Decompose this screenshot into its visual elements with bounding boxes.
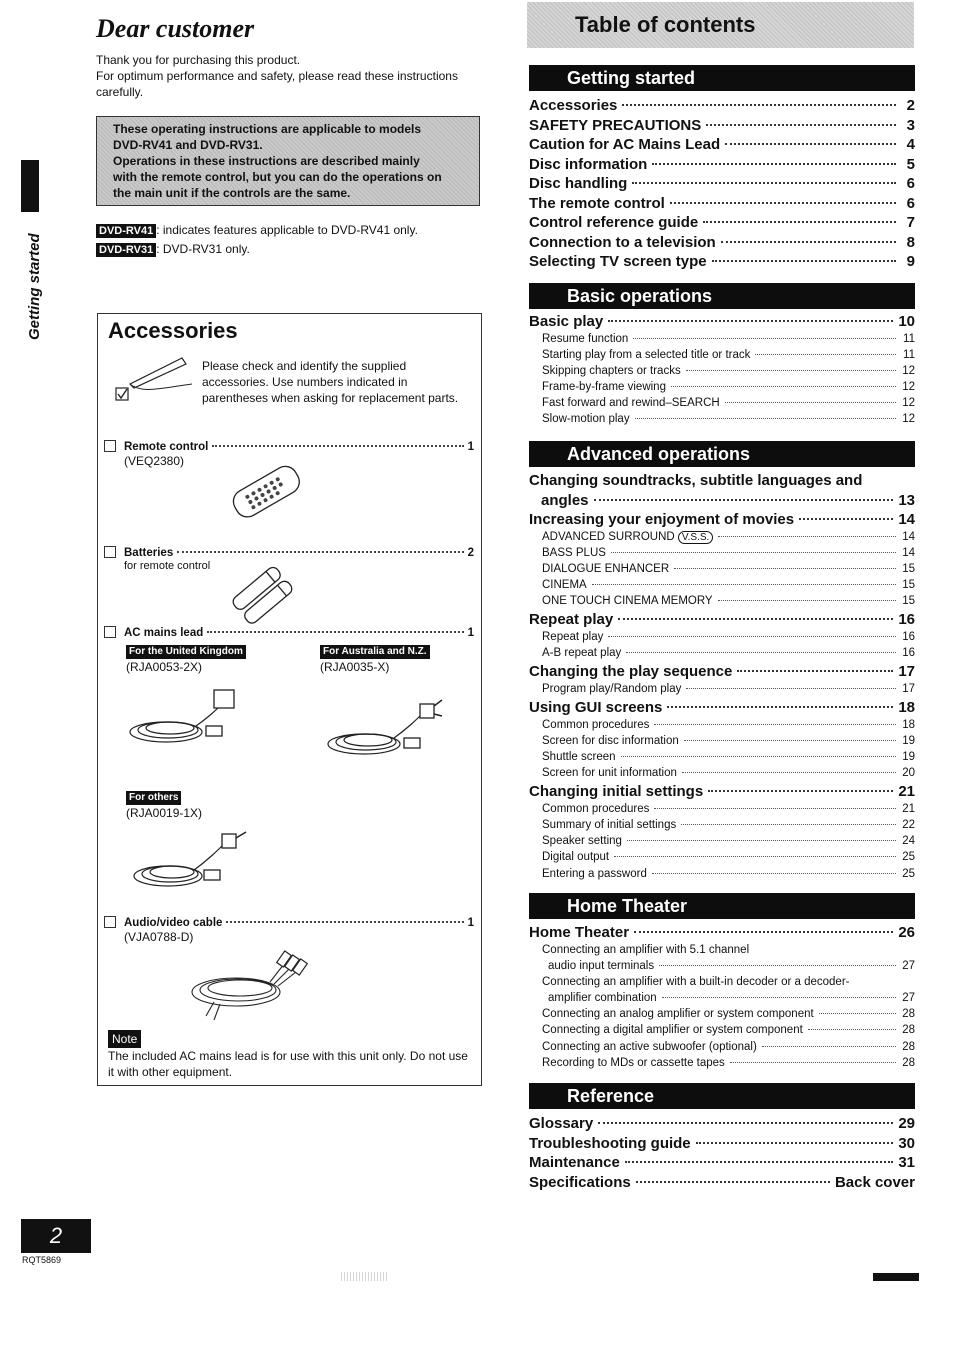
toc-entry-soundtracks-cont[interactable]: angles 13 <box>541 491 915 509</box>
ac-lead-au <box>320 642 430 675</box>
toc-subentry[interactable]: Entering a password 25 <box>542 867 915 880</box>
toc-entry[interactable]: Maintenance 31 <box>529 1154 915 1171</box>
section-home-theater: Home Theater <box>529 893 915 919</box>
footer-bar <box>873 1273 919 1281</box>
remote-control-illustration <box>226 460 306 526</box>
au-part: (RJA0035-X) <box>320 660 390 674</box>
section-getting-started: Getting started <box>529 65 915 91</box>
accessory-ac-lead <box>104 624 474 639</box>
toc-subentry[interactable]: Skipping chapters or tracks 12 <box>542 364 915 377</box>
toc-subentry[interactable]: Connecting an active subwoofer (optional) 28 <box>542 1040 915 1053</box>
eu-plug-cable-illustration <box>128 826 252 898</box>
toc-home-theater-list <box>529 924 915 1073</box>
legend-rv31 <box>96 241 250 257</box>
toc-entry[interactable]: Using GUI screens 18 <box>529 699 915 716</box>
accessories-title: Accessories <box>108 318 238 343</box>
av-cable-part: (VJA0788-D) <box>124 930 194 944</box>
toc-subentry[interactable]: Summary of initial settings 22 <box>542 818 915 831</box>
toc-entry[interactable]: Connection to a television 8 <box>529 233 915 251</box>
av-cable-label: Audio/video cable <box>124 917 223 929</box>
accessories-note <box>108 1030 476 1080</box>
intro-line-1: Thank you for purchasing this product. <box>96 53 301 67</box>
ac-lead-uk <box>126 642 246 675</box>
toc-subentry[interactable]: A-B repeat play 16 <box>542 647 915 660</box>
remote-qty: 1 <box>467 441 474 453</box>
toc-subentry[interactable]: Screen for unit information 20 <box>542 767 915 780</box>
toc-subentry[interactable]: Speaker setting 24 <box>542 835 915 848</box>
toc-subentry[interactable]: Slow-motion play 12 <box>542 413 915 426</box>
toc-entry[interactable]: Disc handling 6 <box>529 175 915 192</box>
note-tag: Note <box>108 1030 141 1048</box>
toc-entry[interactable]: Accessories 2 <box>529 97 915 114</box>
section-marker-block <box>21 160 39 212</box>
accessories-intro: Please check and identify the supplied accessories. Use numbers indicated in parentheses when asking for replacement parts. <box>202 359 459 405</box>
legend-rv41 <box>96 222 418 238</box>
toc-entry[interactable]: The remote control 6 <box>529 194 915 212</box>
toc-subentry-conn2-cont[interactable]: amplifier combination 27 <box>548 992 915 1005</box>
toc-subentry[interactable]: Recording to MDs or cassette tapes 28 <box>542 1056 915 1069</box>
intro-text <box>96 52 486 100</box>
au-plug-cable-illustration <box>324 698 448 768</box>
rv41-legend-text: : indicates features applicable to DVD-RV41 only. <box>156 223 418 237</box>
rv41-tag: DVD-RV41 <box>96 224 156 238</box>
toc-subentry[interactable]: Repeat play 16 <box>542 630 915 643</box>
dear-customer-title: Dear customer <box>96 14 255 43</box>
av-cable-checkbox[interactable] <box>104 916 116 928</box>
toc-subentry[interactable]: Common procedures 21 <box>542 802 915 815</box>
remote-checkbox[interactable] <box>104 440 116 452</box>
toc-entry[interactable]: Glossary 29 <box>529 1115 915 1132</box>
toc-subentry-conn1-cont[interactable]: audio input terminals 27 <box>548 959 915 972</box>
ac-lead-qty: 1 <box>467 627 474 639</box>
toc-subentry[interactable]: Fast forward and rewind–SEARCH 12 <box>542 397 915 410</box>
applicability-line-4: with the remote control, but you can do the operations on <box>113 170 442 184</box>
toc-entry[interactable]: Caution for AC Mains Lead 4 <box>529 136 915 153</box>
note-text: The included AC mains lead is for use with this unit only. Do not use it with other equipment. <box>108 1049 468 1079</box>
applicability-line-3: Operations in these instructions are described mainly <box>113 154 420 168</box>
toc-basic-list <box>529 313 915 430</box>
toc-header <box>527 2 914 48</box>
batteries-qty: 2 <box>467 547 474 559</box>
section-basic-operations: Basic operations <box>529 283 915 309</box>
section-reference: Reference <box>529 1083 915 1109</box>
batteries-illustration <box>226 564 302 624</box>
batteries-checkbox[interactable] <box>104 546 116 558</box>
toc-subentry[interactable]: ADVANCED SURROUND V.S.S. 14 <box>542 530 915 543</box>
section-advanced-operations: Advanced operations <box>529 441 915 467</box>
toc-entry[interactable]: Disc information 5 <box>529 155 915 173</box>
av-cable-qty: 1 <box>467 917 474 929</box>
toc-subentry[interactable]: Resume function 11 <box>542 332 915 345</box>
toc-subentry[interactable]: Common procedures 18 <box>542 718 915 731</box>
toc-entry-soundtracks[interactable]: Changing soundtracks, subtitle languages and <box>529 472 863 489</box>
toc-entry[interactable]: Specifications Back cover <box>529 1173 915 1191</box>
au-tag: For Australia and N.Z. <box>320 645 430 659</box>
toc-subentry[interactable]: CINEMA 15 <box>542 579 915 592</box>
remote-part: (VEQ2380) <box>124 454 185 468</box>
av-cable-illustration <box>184 942 308 1026</box>
toc-entry[interactable]: Troubleshooting guide 30 <box>529 1134 915 1152</box>
toc-subentry[interactable]: Shuttle screen 19 <box>542 750 915 763</box>
toc-subentry-conn1[interactable]: Connecting an amplifier with 5.1 channel <box>542 943 750 956</box>
toc-subentry[interactable]: Digital output 25 <box>542 851 915 864</box>
toc-entry[interactable]: Home Theater 26 <box>529 924 915 941</box>
toc-subentry[interactable]: Program play/Random play 17 <box>542 682 915 695</box>
ac-lead-others <box>126 788 202 821</box>
batteries-desc: for remote control <box>124 560 211 572</box>
applicability-line-5: the main unit if the controls are the same. <box>113 186 351 200</box>
toc-advanced-list <box>529 472 915 884</box>
toc-subentry[interactable]: Frame-by-frame viewing 12 <box>542 381 915 394</box>
toc-subentry[interactable]: ONE TOUCH CINEMA MEMORY 15 <box>542 595 915 608</box>
toc-subentry[interactable]: Connecting a digital amplifier or system component 28 <box>542 1024 915 1037</box>
toc-subentry-conn2[interactable]: Connecting an amplifier with a built-in decoder or a decoder- <box>542 975 850 988</box>
toc-subentry[interactable]: DIALOGUE ENHANCER 15 <box>542 562 915 575</box>
page-number: 2 <box>21 1219 91 1253</box>
toc-subentry[interactable]: Starting play from a selected title or track 11 <box>542 348 915 361</box>
print-smudge <box>341 1272 387 1281</box>
remote-label: Remote control <box>124 441 209 453</box>
document-code: RQT5869 <box>22 1255 62 1265</box>
vss-badge: V.S.S. <box>678 531 713 544</box>
toc-entry[interactable]: Changing initial settings 21 <box>529 783 915 801</box>
ac-lead-label: AC mains lead <box>124 627 204 639</box>
applicability-line-2: DVD-RV41 and DVD-RV31. <box>113 138 263 152</box>
uk-plug-cable-illustration <box>126 686 246 756</box>
toc-reference-list <box>529 1115 915 1193</box>
toc-entry[interactable]: Selecting TV screen type 9 <box>529 253 915 270</box>
accessory-av-cable <box>104 914 474 945</box>
toc-entry[interactable]: Increasing your enjoyment of movies 14 <box>529 511 915 528</box>
side-section-label: Getting started <box>26 233 43 340</box>
toc-title: Table of contents <box>575 12 756 37</box>
ac-lead-checkbox[interactable] <box>104 626 116 638</box>
uk-part: (RJA0053-2X) <box>126 660 203 674</box>
toc-entry[interactable]: Basic play 10 <box>529 313 915 330</box>
toc-getting-started-list <box>529 97 915 273</box>
toc-entry[interactable]: SAFETY PRECAUTIONS 3 <box>529 116 915 134</box>
toc-entry[interactable]: Repeat play 16 <box>529 611 915 629</box>
applicability-notice <box>96 116 480 206</box>
intro-line-2: For optimum performance and safety, please read these instructions carefully. <box>96 69 458 99</box>
toc-entry[interactable]: Control reference guide 7 <box>529 214 915 231</box>
toc-entry[interactable]: Changing the play sequence 17 <box>529 663 915 681</box>
accessories-box <box>97 313 482 1086</box>
rv31-tag: DVD-RV31 <box>96 243 156 257</box>
applicability-line-1: These operating instructions are applicable to models <box>113 122 422 136</box>
others-part: (RJA0019-1X) <box>126 806 203 820</box>
rv31-legend-text: : DVD-RV31 only. <box>156 242 250 256</box>
toc-subentry[interactable]: BASS PLUS 14 <box>542 546 915 559</box>
uk-tag: For the United Kingdom <box>126 645 246 659</box>
toc-subentry[interactable]: Screen for disc information 19 <box>542 734 915 747</box>
others-tag: For others <box>126 791 181 805</box>
checklist-pen-icon <box>112 354 198 406</box>
toc-subentry[interactable]: Connecting an analog amplifier or system component 28 <box>542 1008 915 1021</box>
batteries-label: Batteries <box>124 547 174 559</box>
